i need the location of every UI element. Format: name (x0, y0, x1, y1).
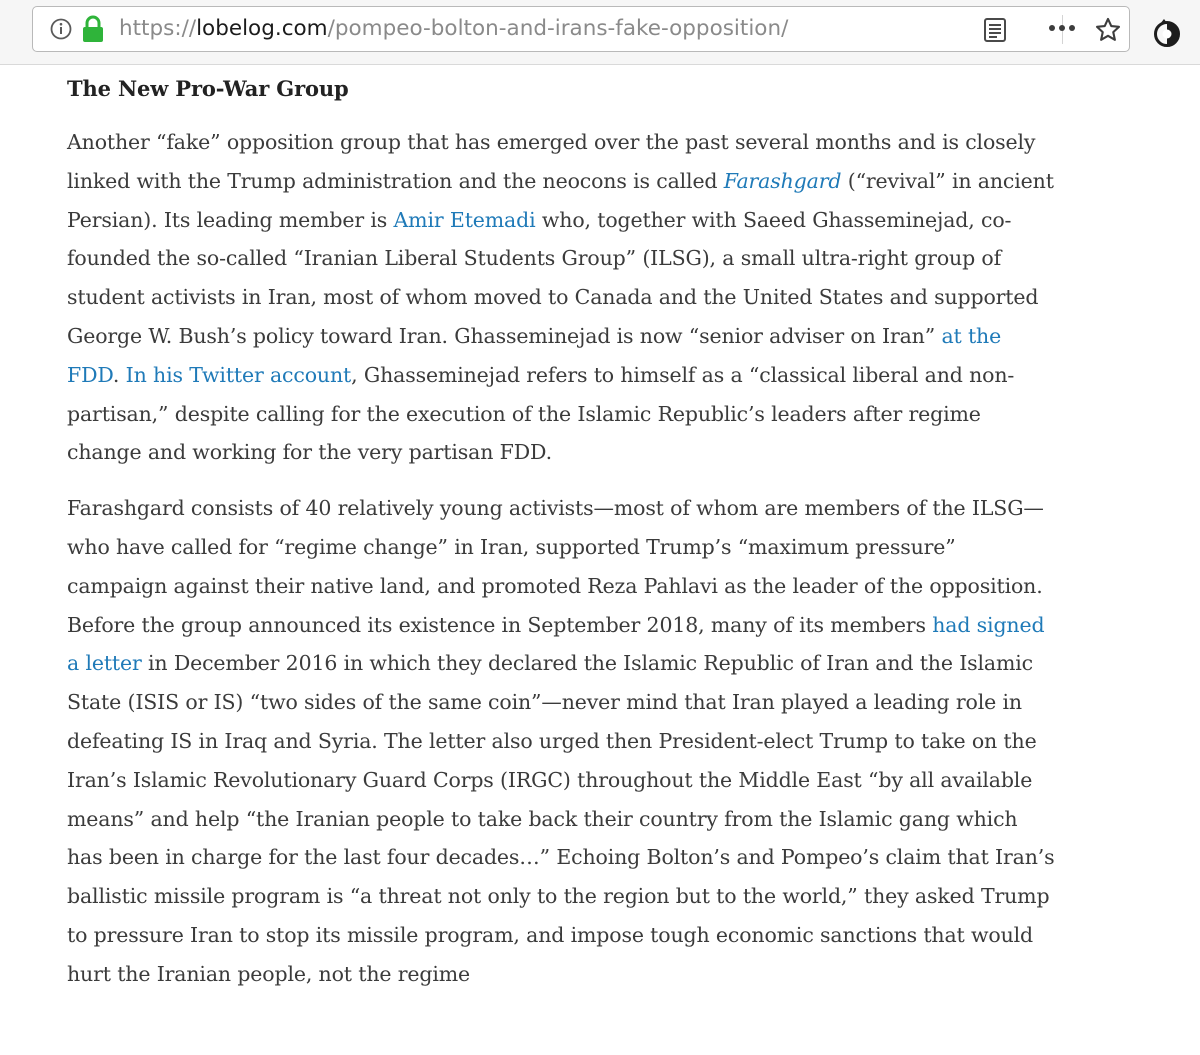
link-farashgard[interactable]: Farashgard (723, 168, 842, 193)
paragraph-text: in December 2016 in which they declared the Islamic Republic of Iran and the Islamic State (ISIS or IS) “two sides of the same coin”—never mind that Iran played a leading role in defeating IS in Iraq and Syria. The letter also urged then President-elect Trump to take on the Iran’s Islamic Revolutionary Guard Corps (IRGC) throughout the Middle East “by all available means” and help “the Iranian people to take back their country from the Islamic gang which has been in charge for the last four decades…” Echoing Bolton’s and Pompeo’s claim that Iran’s ballistic missile program is “a threat not only to the region but to the world,” they asked Trump to pressure Iran to stop its missile program, and impose tough economic sanctions that would hurt the Iranian people, not the regime (67, 651, 1055, 986)
bookmark-star-icon[interactable] (1094, 16, 1122, 44)
link-at-the-fdd[interactable]: at the FDD (67, 323, 1002, 387)
reader-view-icon[interactable] (983, 17, 1007, 43)
link-amir-etemadi[interactable]: Amir Etemadi (393, 207, 536, 232)
article-body (67, 71, 1057, 1011)
paragraph-text: Farashgard consists of 40 relatively young activists—most of whom are members of the ILSG—who have called for “regime change” in Iran, supported Trump’s “maximum pressure” campaign against their native land, and promoted Reza Pahlavi as the leader of the opposition. Before the group announced its existence in September 2018, many of its members (67, 496, 1044, 637)
section-heading: The New Pro-War Group (67, 76, 349, 101)
article-paragraph-1 (67, 123, 1057, 472)
url-path: /pompeo-bolton-and-irans-fake-opposition/ (327, 16, 789, 41)
url-text[interactable] (119, 7, 788, 51)
link-twitter-account[interactable]: In his Twitter account (125, 362, 352, 387)
paragraph-text: , Ghasseminejad refers to himself as a “classical liberal and non-partisan,” despite calling for the execution of the Islamic Republic’s leaders after regime change and working for the very partisan FDD. (67, 362, 1015, 465)
url-host: lobelog.com (196, 16, 328, 41)
extension-icon[interactable] (1151, 17, 1183, 49)
info-icon[interactable] (49, 17, 73, 41)
url-scheme: https:// (119, 16, 197, 41)
paragraph-text: who, together with Saeed Ghasseminejad, co-founded the so-called “Iranian Liberal Students Group” (ILSG), a small ultra-right group of student activists in Iran, most of whom moved to Canada and the United States and supported George W. Bush’s policy toward Iran. Ghasseminejad is now “senior adviser on Iran” (67, 207, 1039, 348)
address-bar[interactable] (32, 6, 1130, 52)
browser-toolbar (0, 0, 1200, 65)
paragraph-text: . (112, 362, 126, 387)
page-actions-icon[interactable] (1047, 23, 1077, 33)
lock-icon[interactable] (81, 15, 105, 43)
paragraph-text: (“revival” in ancient Persian). Its leading member is (67, 168, 1054, 232)
paragraph-text: Another “fake” opposition group that has emerged over the past several months and is closely linked with the Trump administration and the neocons is called (67, 130, 1036, 193)
article-paragraph-2 (67, 489, 1057, 993)
link-signed-letter[interactable]: had signed a letter (67, 612, 1045, 676)
